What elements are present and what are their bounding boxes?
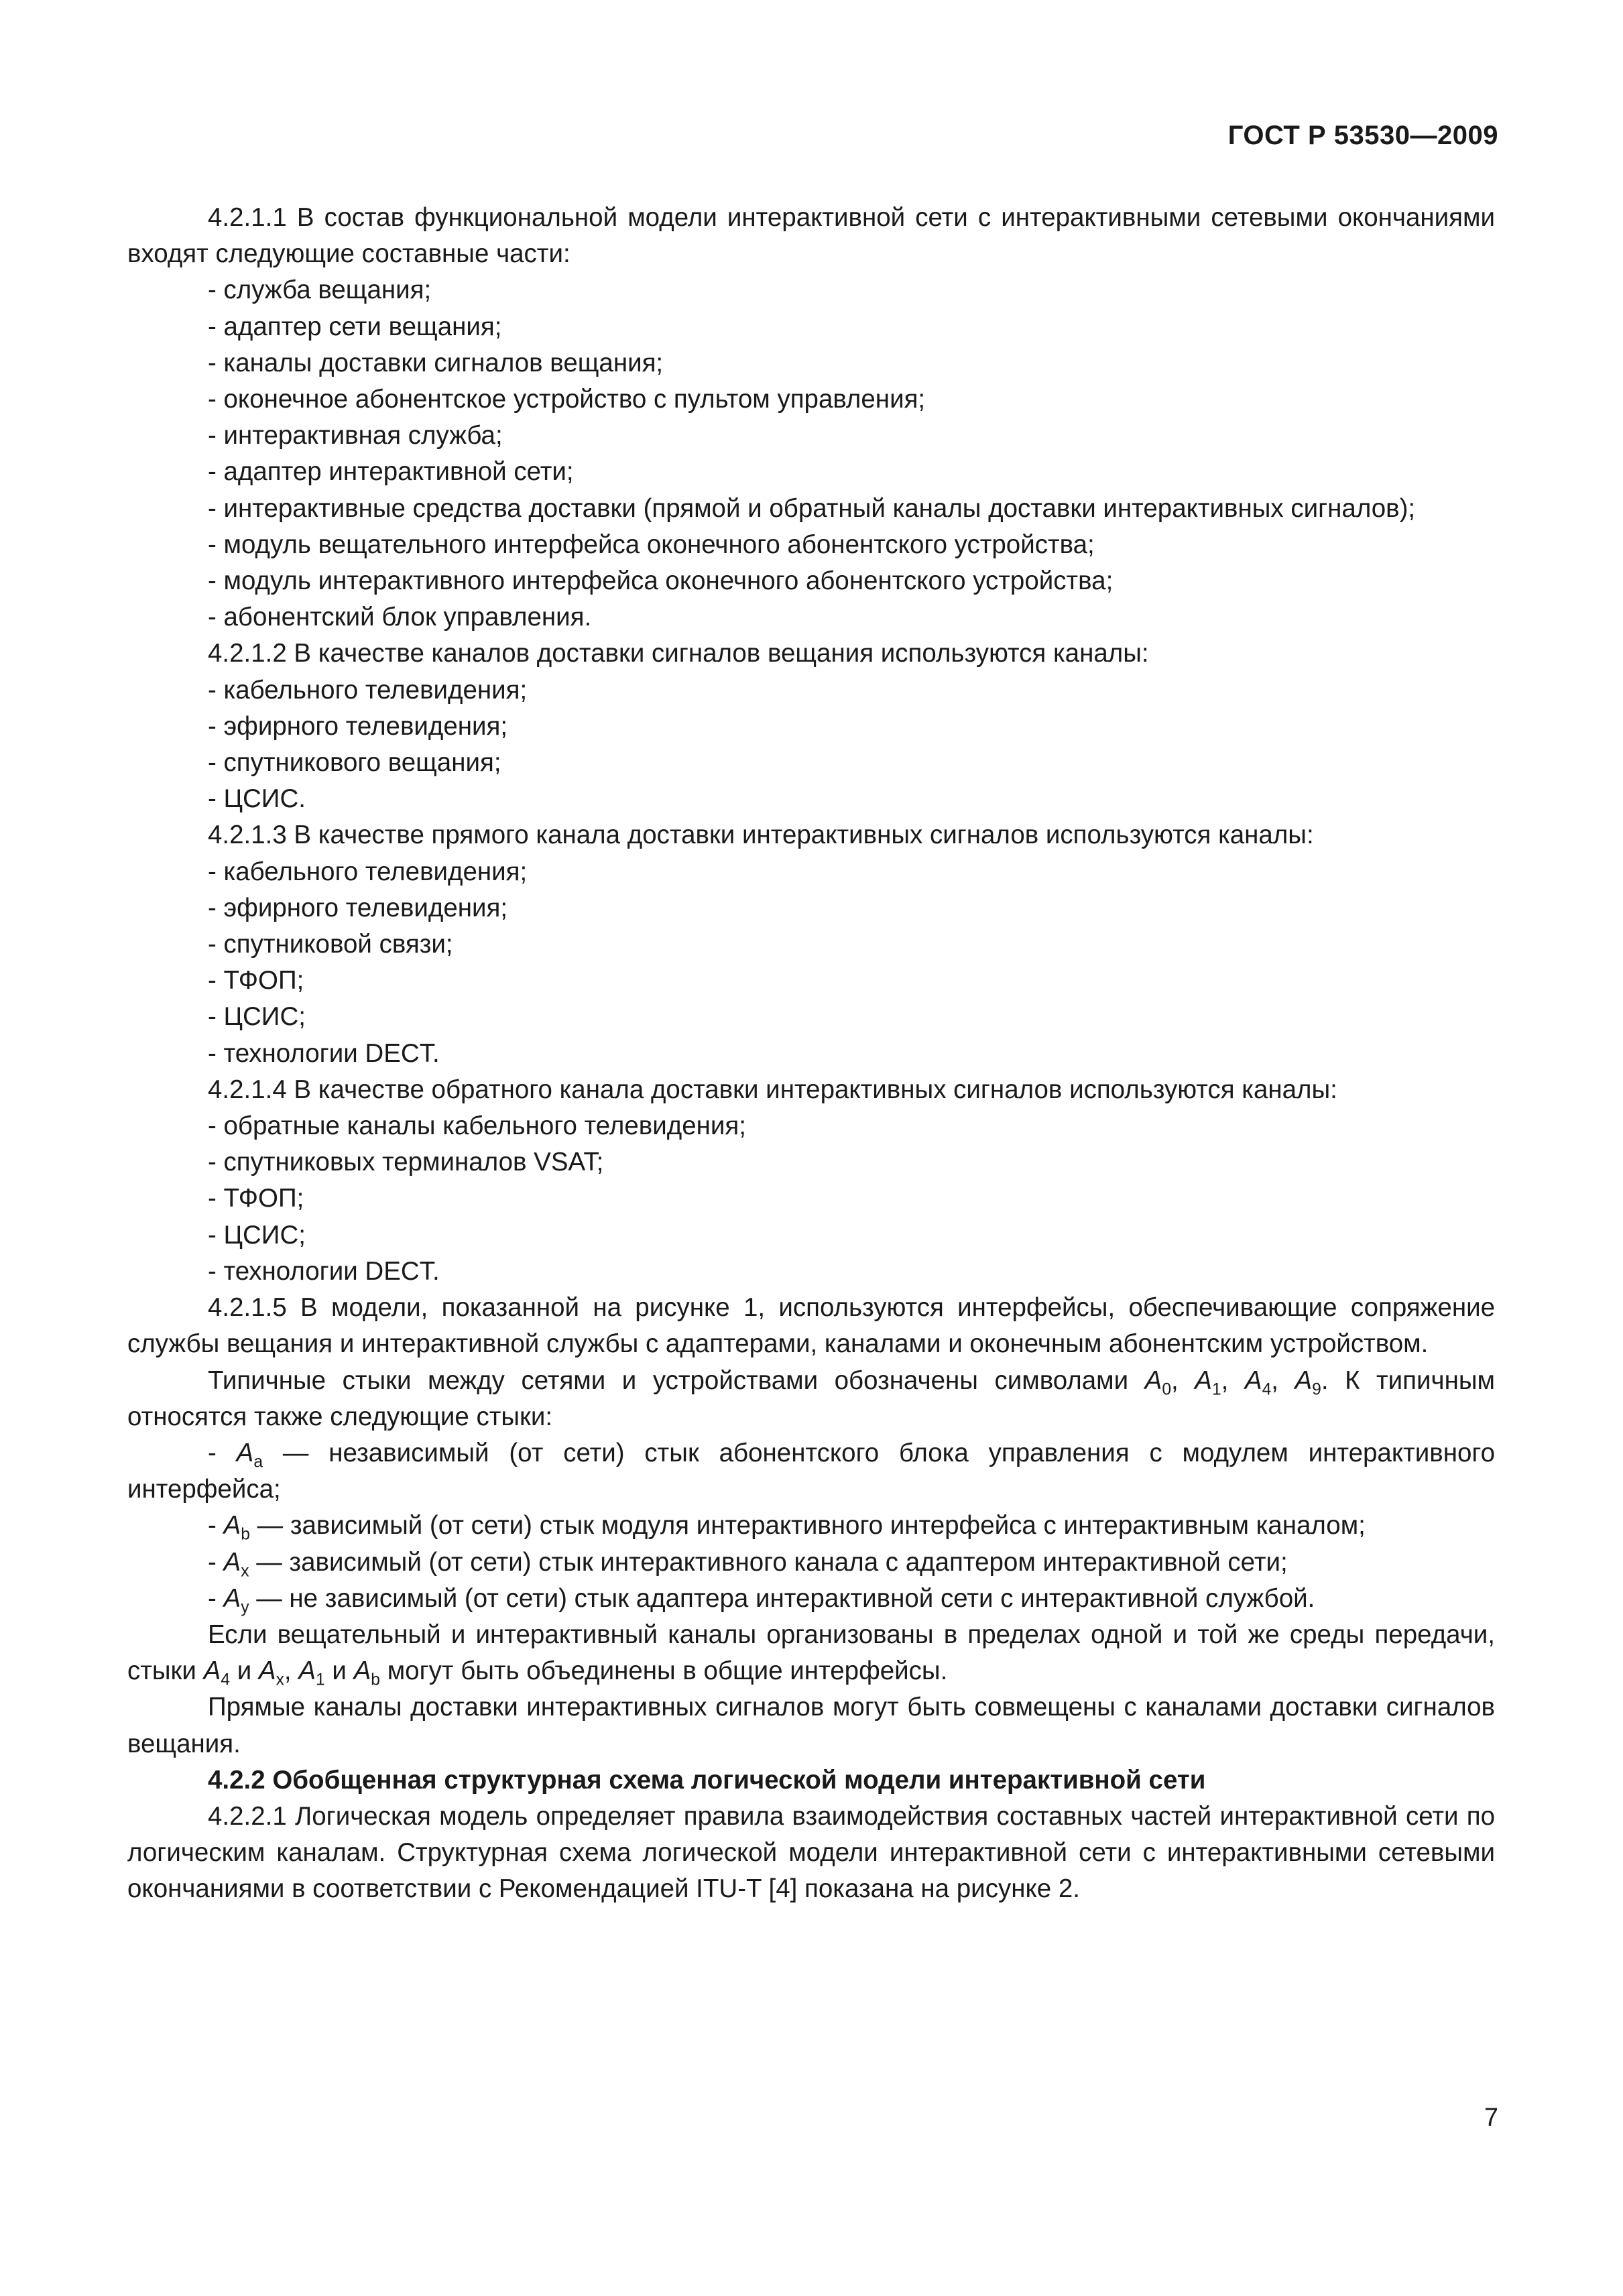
symbol-a: A [223,1583,241,1613]
paragraph-4-2-1-1: 4.2.1.1 В состав функциональной модели интерактивной сети с интерактивными сетевыми окончаниями входят следующие составные части: [127,203,1495,269]
section-heading-4-2-2: 4.2.2 Обобщенная структурная схема логической модели интерактивной сети [208,1765,1206,1795]
interface-ay-item [127,1581,1495,1617]
paragraph-4-2-1-4: 4.2.1.4 В качестве обратного канала доставки интерактивных сигналов используются каналы: [208,1075,1337,1104]
paragraph-4-2-1-5: 4.2.1.5 В модели, показанной на рисунке 1, используются интерфейсы, обеспечивающие сопряжение службы вещания и интерактивной службы с адаптерами, каналами и оконечным абонентским устройством. [127,1293,1495,1359]
list-item: - технологии DECT. [208,1038,440,1068]
list-item: - интерактивная служба; [208,421,503,450]
symbol-a: A [223,1547,241,1577]
list-item: - оконечное абонентское устройство с пультом управления; [208,385,926,414]
text-span: . К типичным относятся также следующие стыки: [127,1366,1495,1431]
text-span: - [208,1438,237,1467]
document-body [127,200,1495,1908]
symbol-a: A [1144,1366,1162,1395]
list-item: - служба вещания; [208,276,432,305]
list-item: - интерактивные средства доставки (прямой и обратный каналы доставки интерактивных сигналов); [208,493,1416,523]
list-item: - каналы доставки сигналов вещания; [208,348,664,377]
list-item: - технологии DECT. [208,1256,440,1286]
list-item: - эфирного телевидения; [208,711,508,741]
symbol-a: A [1295,1366,1313,1395]
text-span: , [284,1656,299,1686]
symbol-a: A [353,1656,371,1686]
list-item: - спутниковой связи; [208,930,453,959]
list-item: - кабельного телевидения; [208,857,528,886]
symbol-a: A [236,1438,254,1467]
symbol-a: A [223,1511,241,1540]
list-item: - кабельного телевидения; [208,675,528,705]
interface-aa-item [127,1435,1495,1508]
symbol-a: A [298,1656,316,1686]
text-span: — независимый (от сети) стык абонентского блока управления с модулем интерактивного интерфейса; [127,1438,1495,1504]
list-item: - обратные каналы кабельного телевидения; [208,1111,746,1141]
document-header: ГОСТ Р 53530—2009 [1227,121,1498,150]
list-item: - адаптер сети вещания; [208,312,502,341]
subscript: 4 [1262,1380,1272,1399]
paragraph-combined-interfaces [127,1617,1495,1689]
text-span: , [1221,1366,1245,1395]
subscript: 9 [1312,1380,1321,1399]
subscript: 1 [1211,1380,1221,1399]
text-span: — не зависимый (от сети) стык адаптера интерактивной сети с интерактивной службой. [249,1583,1315,1613]
symbol-a: A [258,1656,276,1686]
list-item: - ЦСИС; [208,1002,306,1032]
subscript: 1 [316,1671,325,1689]
symbol-a: A [203,1656,221,1686]
symbol-a: A [1195,1366,1212,1395]
paragraph-typical-interfaces [127,1363,1495,1435]
list-item: - эфирного телевидения; [208,893,508,922]
symbol-a: A [1244,1366,1262,1395]
subscript: b [241,1525,250,1544]
list-item: - абонентский блок управления. [208,603,592,632]
subscript: 4 [221,1671,230,1689]
paragraph-direct-channels: Прямые каналы доставки интерактивных сигналов могут быть совмещены с каналами доставки сигналов вещания. [127,1693,1495,1758]
subscript: 0 [1162,1380,1172,1399]
list-item: - модуль интерактивного интерфейса оконечного абонентского устройства; [208,566,1114,596]
interface-ax-item [127,1545,1495,1581]
text-span: могут быть объединены в общие интерфейсы. [380,1656,948,1686]
text-span: - [208,1511,224,1540]
list-item: - модуль вещательного интерфейса оконечного абонентского устройства; [208,530,1095,559]
subscript: x [241,1562,249,1581]
interface-ab-item [127,1508,1495,1544]
text-span: — зависимый (от сети) стык интерактивного канала с адаптером интерактивной сети; [249,1547,1288,1577]
paragraph-4-2-1-3: 4.2.1.3 В качестве прямого канала доставки интерактивных сигналов используются каналы: [208,821,1314,850]
subscript: b [371,1671,380,1689]
text-span: Если вещательный и интерактивный каналы организованы в пределах одной и той же среды передачи, стыки [127,1620,1495,1686]
list-item: - ЦСИС; [208,1220,306,1250]
subscript: a [253,1453,263,1471]
list-item: - ТФОП; [208,966,304,995]
text-span: и [230,1656,259,1686]
subscript: x [276,1671,284,1689]
page-number: 7 [1484,2104,1498,2132]
paragraph-4-2-2-1: 4.2.2.1 Логическая модель определяет правила взаимодействия составных частей интерактивной сети по логическим каналам. Структурная схема логической модели интерактивной сети с интерактивными сетевыми окончаниями в соответствии с Рекомендацией ITU-T [4] показана на рисунке 2. [127,1801,1495,1904]
text-span: и [324,1656,354,1686]
text-span: , [1271,1366,1295,1395]
list-item: - ТФОП; [208,1184,304,1213]
list-item: - ЦСИС. [208,784,306,814]
list-item: - спутниковых терминалов VSAT; [208,1148,604,1177]
text-span: — зависимый (от сети) стык модуля интерактивного интерфейса с интерактивным каналом; [249,1511,1366,1540]
text-span: Типичные стыки между сетями и устройствами обозначены символами [208,1366,1145,1395]
list-item: - спутникового вещания; [208,748,501,778]
text-span: , [1171,1366,1195,1395]
text-span: - [208,1547,224,1577]
paragraph-4-2-1-2: 4.2.1.2 В качестве каналов доставки сигналов вещания используются каналы: [208,639,1149,668]
list-item: - адаптер интерактивной сети; [208,457,574,487]
subscript: y [241,1598,249,1617]
text-span: - [208,1583,224,1613]
